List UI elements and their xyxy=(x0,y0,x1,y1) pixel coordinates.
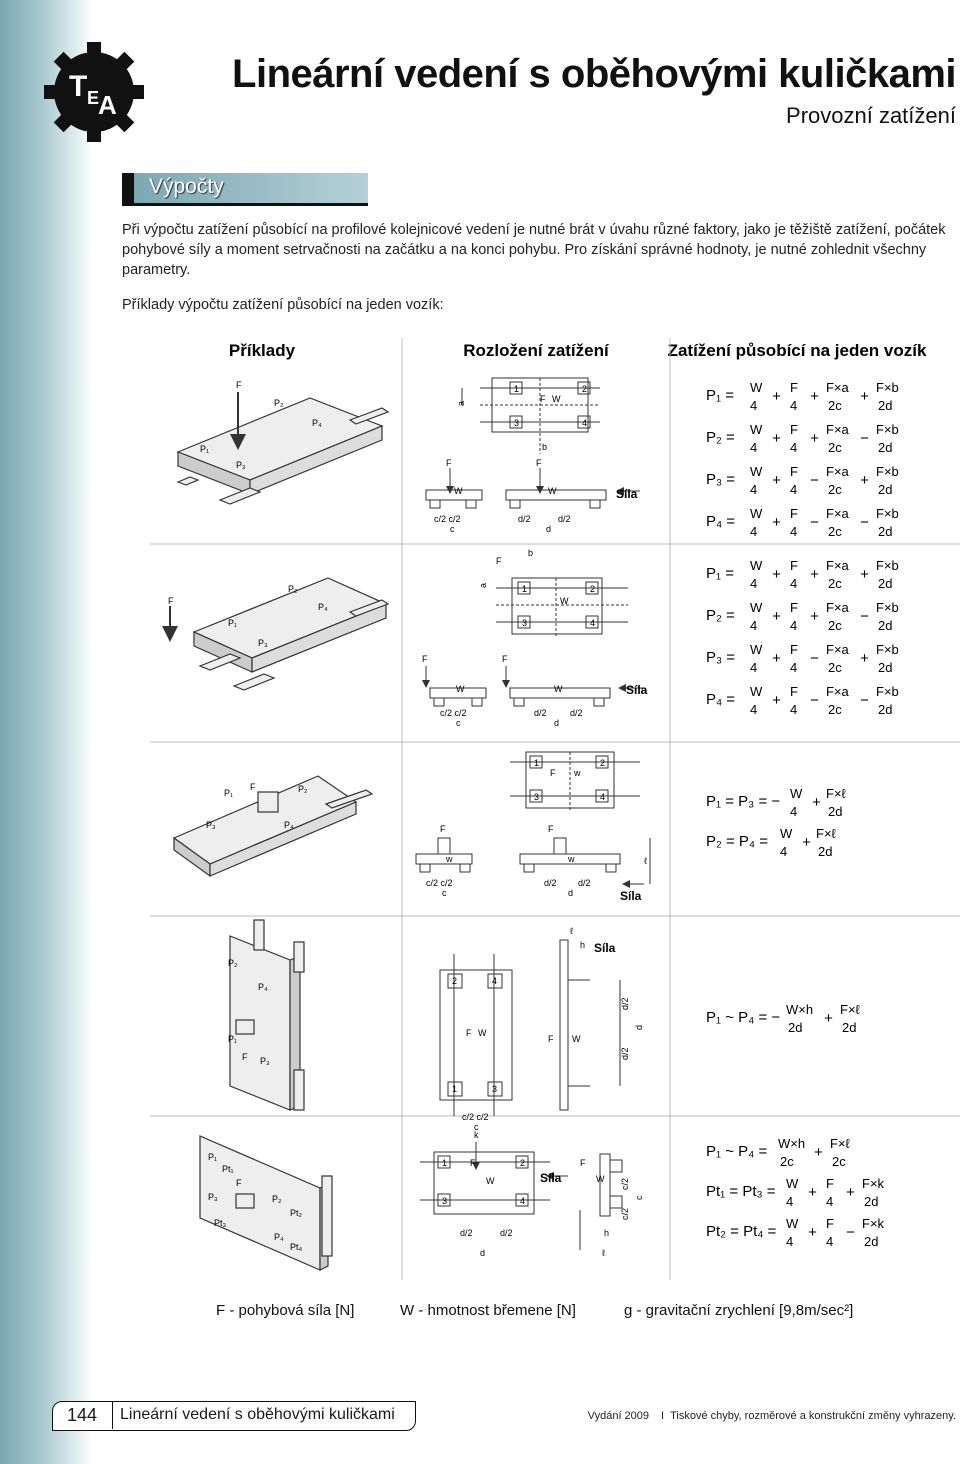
section-underline xyxy=(122,203,368,206)
svg-text:d: d xyxy=(554,718,560,728)
svg-text:d: d xyxy=(634,1024,644,1030)
svg-text:P₃: P₃ xyxy=(208,1192,218,1202)
svg-text:Pt₃: Pt₃ xyxy=(214,1218,227,1228)
row3-plan-view xyxy=(510,752,640,810)
svg-text:d/2: d/2 xyxy=(558,514,571,524)
svg-text:A: A xyxy=(98,90,117,120)
svg-text:P₂: P₂ xyxy=(272,1194,282,1204)
row1-formula-p4: P₄ = W 4 + F 4 − F×a 2c − F×b 2d xyxy=(706,506,899,539)
col-header-load xyxy=(668,341,927,360)
load-calculation-figure xyxy=(150,330,960,1290)
svg-text:d/2: d/2 xyxy=(500,1228,513,1238)
row5-formula-pt24: Pt₂ = Pt₄ = W 4 + F 4 − F×k 2d xyxy=(706,1216,885,1249)
row3-example-drawing xyxy=(174,776,372,876)
svg-text:d/2: d/2 xyxy=(578,878,591,888)
intro-paragraph: Při výpočtu zatížení působící na profilové kolejnicové vedení je nutné brát v úvahu různé faktory, jako je těžiště zatížení, počátek pohybové síly a moment setrvačnosti na začátku a na konci pohybu. Pro získání správné hodnoty, je nutné zohlednit všechny parametry. xyxy=(122,222,946,278)
svg-text:c/2 c/2: c/2 c/2 xyxy=(434,514,461,524)
col-header-distribution: Rozložení zatížení xyxy=(463,341,609,360)
svg-text:w: w xyxy=(568,854,575,864)
svg-text:4: 4 xyxy=(590,618,596,628)
row2-formula-p1: P₁ = W 4 + F 4 + F×a 2c + F×b 2d xyxy=(706,558,899,591)
row2-formula-p2: P₂ = W 4 + F 4 + F×a 2c − F×b 2d xyxy=(706,600,899,633)
svg-text:c/2 c/2: c/2 c/2 xyxy=(462,1112,489,1122)
svg-text:P₂: P₂ xyxy=(288,584,298,594)
svg-text:d/2: d/2 xyxy=(460,1228,473,1238)
svg-text:d: d xyxy=(568,888,574,898)
svg-text:F: F xyxy=(236,380,242,390)
svg-text:E: E xyxy=(87,88,100,108)
svg-text:P₂: P₂ xyxy=(298,784,308,794)
examples-intro: Příklady výpočtu zatížení působící na jeden vozík: xyxy=(122,297,444,313)
svg-text:2: 2 xyxy=(452,976,458,986)
svg-text:a: a xyxy=(478,582,488,588)
svg-text:Síla: Síla xyxy=(616,487,638,501)
svg-text:d: d xyxy=(546,524,552,534)
svg-text:1: 1 xyxy=(534,758,540,768)
svg-text:c: c xyxy=(474,1122,479,1132)
row4-plan-labels xyxy=(452,926,644,1132)
svg-text:1: 1 xyxy=(522,584,528,594)
svg-text:d/2: d/2 xyxy=(620,1047,630,1060)
svg-text:P₁: P₁ xyxy=(208,1152,218,1162)
svg-text:3: 3 xyxy=(442,1196,448,1206)
row5-formulas xyxy=(706,1136,885,1249)
row5-formula-pt13: Pt₁ = Pt₃ = W 4 + F 4 + F×k 2d xyxy=(706,1176,885,1209)
svg-text:F: F xyxy=(548,824,554,834)
svg-text:W: W xyxy=(478,1028,487,1038)
svg-text:ℓ: ℓ xyxy=(644,856,647,866)
row4-formulas xyxy=(706,1002,861,1035)
svg-text:Síla: Síla xyxy=(540,1171,562,1185)
svg-text:F: F xyxy=(502,654,508,664)
svg-text:3: 3 xyxy=(534,792,540,802)
row3-formula-p13: P₁ = P₃ = − W 4 + F×ℓ 2d xyxy=(706,786,846,819)
section-heading: Výpočty xyxy=(149,175,224,198)
svg-text:d/2: d/2 xyxy=(534,708,547,718)
svg-text:d/2: d/2 xyxy=(518,514,531,524)
row4-formula-p14: P₁ ~ P₄ = − W×h 2d + F×ℓ 2d xyxy=(706,1002,860,1035)
svg-text:P₁: P₁ xyxy=(200,444,210,454)
svg-text:W: W xyxy=(486,1176,495,1186)
svg-text:F: F xyxy=(496,556,502,566)
row2-formula-p4: P₄ = W 4 + F 4 − F×a 2c − F×b 2d xyxy=(706,684,899,717)
svg-text:W: W xyxy=(456,684,465,694)
svg-text:F: F xyxy=(236,1178,242,1188)
row5-example-drawing xyxy=(200,1136,332,1270)
svg-text:b: b xyxy=(542,442,548,452)
col-header-examples: Příklady xyxy=(228,341,296,360)
row5-formula-p14: P₁ ~ P₄ = W×h 2c + F×ℓ 2c xyxy=(706,1136,850,1169)
svg-text:d/2: d/2 xyxy=(620,997,630,1010)
svg-text:W: W xyxy=(560,596,569,606)
svg-text:w: w xyxy=(446,854,453,864)
svg-text:4: 4 xyxy=(492,976,498,986)
svg-text:F: F xyxy=(242,1052,248,1062)
legend-force: F - pohybová síla [N] xyxy=(216,1302,355,1319)
svg-text:Pt₁: Pt₁ xyxy=(222,1164,234,1174)
svg-text:P₂: P₂ xyxy=(274,398,284,408)
footer-disclaimer: Tiskové chyby, rozměrové a konstrukční změny vyhrazeny. xyxy=(670,1410,956,1422)
svg-text:Síla: Síla xyxy=(594,941,616,955)
svg-text:2: 2 xyxy=(600,758,606,768)
svg-text:ℓ: ℓ xyxy=(570,926,573,936)
svg-text:c/2: c/2 xyxy=(620,1207,630,1220)
svg-text:W: W xyxy=(454,486,463,496)
legend-gravity: g - gravitační zrychlení [9,8m/sec²] xyxy=(624,1302,854,1319)
svg-text:P₃: P₃ xyxy=(236,460,246,470)
svg-text:F: F xyxy=(550,768,556,778)
svg-text:2: 2 xyxy=(520,1158,526,1168)
section-heading-marker xyxy=(122,173,134,203)
svg-text:F: F xyxy=(440,824,446,834)
page-subtitle: Provozní zatížení xyxy=(786,103,956,128)
svg-text:k: k xyxy=(474,1130,479,1140)
svg-text:b: b xyxy=(528,548,534,558)
svg-text:P₁: P₁ xyxy=(228,1034,238,1044)
svg-text:c: c xyxy=(442,888,447,898)
svg-text:h: h xyxy=(604,1228,610,1238)
section-heading-box xyxy=(122,173,368,203)
row1-formula-p3: P₃ = W 4 + F 4 − F×a 2c + F×b 2d xyxy=(706,464,899,497)
svg-text:c: c xyxy=(634,1195,644,1200)
svg-text:P₄: P₄ xyxy=(258,982,268,992)
svg-text:3: 3 xyxy=(522,618,528,628)
footer-separator: I xyxy=(661,1410,665,1422)
row2-formulas xyxy=(706,558,899,717)
svg-text:1: 1 xyxy=(442,1158,448,1168)
svg-text:Pt₄: Pt₄ xyxy=(290,1242,303,1252)
svg-text:d/2: d/2 xyxy=(544,878,557,888)
svg-text:P₂: P₂ xyxy=(228,958,238,968)
svg-text:P₃: P₃ xyxy=(258,638,268,648)
svg-text:c/2: c/2 xyxy=(620,1177,630,1190)
svg-text:F: F xyxy=(422,654,428,664)
svg-text:4: 4 xyxy=(582,418,588,428)
svg-text:F: F xyxy=(168,596,174,606)
row1-plan-view xyxy=(462,378,600,454)
svg-text:c/2 c/2: c/2 c/2 xyxy=(426,878,453,888)
svg-text:Pt₂: Pt₂ xyxy=(290,1208,302,1218)
row4-example-drawing xyxy=(230,920,304,1110)
svg-text:P₄: P₄ xyxy=(318,602,328,612)
footer-note xyxy=(582,1410,956,1422)
row2-example-drawing xyxy=(170,578,388,690)
page-title: Lineární vedení s oběhovými kuličkami xyxy=(232,52,956,96)
svg-text:2: 2 xyxy=(582,384,588,394)
sidebar-gradient xyxy=(0,0,92,1464)
row1-example-drawing xyxy=(178,392,388,504)
svg-text:P₁: P₁ xyxy=(224,788,234,798)
svg-text:1: 1 xyxy=(514,384,520,394)
svg-text:F: F xyxy=(580,1158,586,1168)
svg-text:1: 1 xyxy=(452,1084,458,1094)
row3-formula-p24: P₂ = P₄ = W 4 + F×ℓ 2d xyxy=(706,826,836,859)
footer-title: Lineární vedení s oběhovými kuličkami xyxy=(120,1406,395,1423)
svg-text:P₄: P₄ xyxy=(312,418,322,428)
footer-edition: Vydání 2009 xyxy=(587,1410,650,1422)
svg-text:c: c xyxy=(450,524,455,534)
page-number: 144 xyxy=(52,1401,113,1429)
svg-text:W: W xyxy=(548,486,557,496)
svg-text:F: F xyxy=(250,782,256,792)
svg-text:c: c xyxy=(456,718,461,728)
svg-text:c/2 c/2: c/2 c/2 xyxy=(440,708,467,718)
legend-weight: W - hmotnost břemene [N] xyxy=(400,1302,576,1319)
svg-text:P₃: P₃ xyxy=(260,1056,270,1066)
svg-text:P₄: P₄ xyxy=(274,1232,284,1242)
svg-text:F: F xyxy=(470,1158,476,1168)
svg-text:d/2: d/2 xyxy=(570,708,583,718)
row1-formula-p2: P₂ = W 4 + F 4 + F×a 2c − F×b 2d xyxy=(706,422,899,455)
svg-text:F: F xyxy=(446,458,452,468)
svg-text:h: h xyxy=(580,940,586,950)
row1-formulas xyxy=(706,380,899,539)
svg-text:Síla: Síla xyxy=(626,683,648,697)
svg-text:F: F xyxy=(540,394,546,404)
svg-text:3: 3 xyxy=(514,418,520,428)
svg-text:a: a xyxy=(456,400,466,406)
svg-text:3: 3 xyxy=(492,1084,498,1094)
svg-text:T: T xyxy=(69,70,88,103)
tea-logo xyxy=(42,40,146,144)
svg-text:F: F xyxy=(466,1028,472,1038)
svg-text:w: w xyxy=(574,768,581,778)
svg-text:W: W xyxy=(572,1034,581,1044)
svg-text:P₄: P₄ xyxy=(284,820,294,830)
row2-plan-view xyxy=(496,578,628,636)
svg-text:ℓ: ℓ xyxy=(602,1248,605,1258)
col-header-load-line: Zatížení působící na jeden vozík xyxy=(667,341,927,360)
svg-text:d: d xyxy=(480,1248,486,1258)
svg-text:F: F xyxy=(548,1034,554,1044)
svg-text:4: 4 xyxy=(520,1196,526,1206)
row3-formulas xyxy=(706,786,847,859)
svg-text:P₃: P₃ xyxy=(206,820,216,830)
svg-text:W: W xyxy=(552,394,561,404)
svg-text:P₁: P₁ xyxy=(228,618,238,628)
svg-text:W: W xyxy=(596,1174,605,1184)
svg-text:F: F xyxy=(536,458,542,468)
svg-text:2: 2 xyxy=(590,584,596,594)
svg-text:4: 4 xyxy=(600,792,606,802)
row2-formula-p3: P₃ = W 4 + F 4 − F×a 2c + F×b 2d xyxy=(706,642,899,675)
svg-text:W: W xyxy=(554,684,563,694)
row1-formula-p1: P₁ = W 4 + F 4 + F×a 2c + F×b 2d xyxy=(706,380,899,413)
svg-text:Síla: Síla xyxy=(620,889,642,903)
